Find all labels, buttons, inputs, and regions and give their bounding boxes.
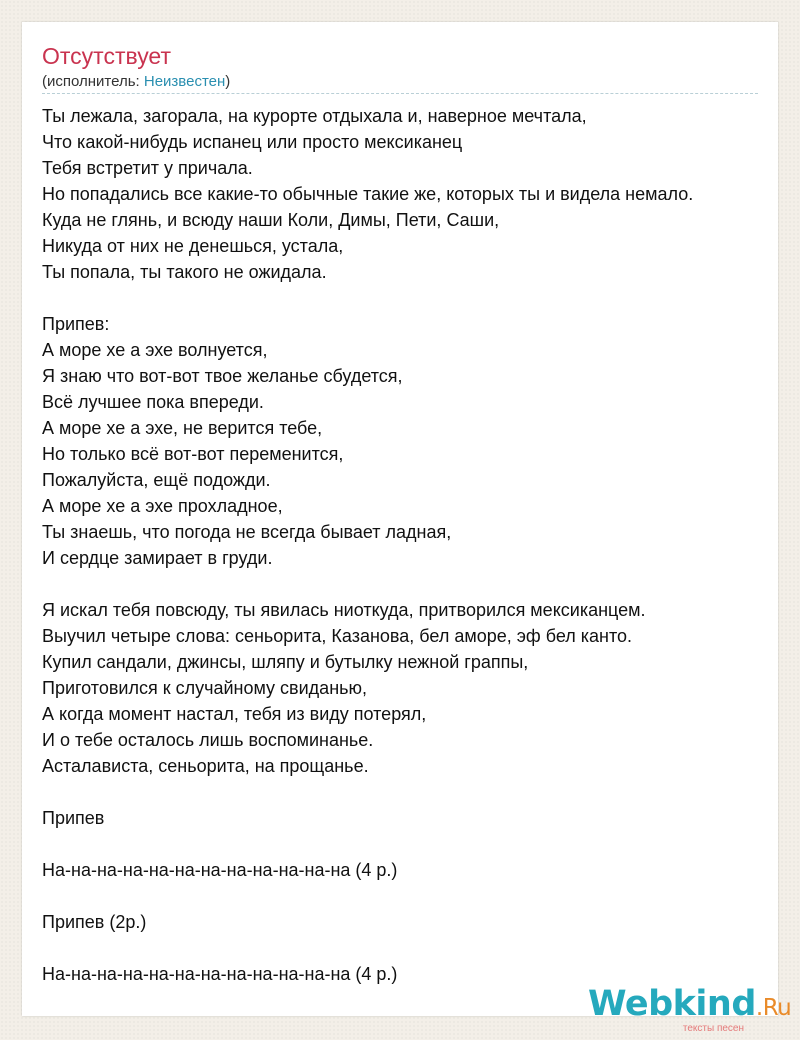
lyric-line: Купил сандали, джинсы, шляпу и бутылку нежной граппы,: [42, 652, 529, 672]
artist-prefix: (исполнитель:: [42, 73, 144, 90]
lyric-line: Припев:: [42, 314, 110, 334]
lyric-line: На-на-на-на-на-на-на-на-на-на-на-на (4 р.): [42, 964, 398, 984]
lyric-line: Ты попала, ты такого не ожидала.: [42, 262, 327, 282]
lyric-line: Я знаю что вот-вот твое желанье сбудется,: [42, 366, 403, 386]
lyric-line: Никуда от них не денешься, устала,: [42, 236, 344, 256]
lyric-line: А море хе а эхе, не верится тебе,: [42, 418, 323, 438]
lyric-line: Приготовился к случайному свиданью,: [42, 678, 368, 698]
artist-suffix: ): [225, 73, 231, 90]
stanza-gap: [42, 285, 772, 311]
lyric-line: Асталависта, сеньорита, на прощанье.: [42, 756, 369, 776]
logo-domain-suffix: .Ru: [755, 995, 792, 1021]
stanza-gap: [42, 571, 772, 597]
lyric-line: На-на-на-на-на-на-на-на-на-на-на-на (4 р.): [42, 860, 398, 880]
stanza-gap: [42, 831, 772, 857]
lyric-line: И о тебе осталось лишь воспоминанье.: [42, 730, 374, 750]
lyric-line: И сердце замирает в груди.: [42, 548, 273, 568]
lyrics-page: [22, 22, 778, 1016]
artist-link[interactable]: Неизвестен: [143, 73, 226, 90]
logo-main-text: Webkind: [588, 984, 756, 1024]
logo-wordmark: [588, 984, 792, 1027]
title-separator: [42, 93, 758, 94]
lyric-line: Всё лучшее пока впереди.: [42, 392, 264, 412]
lyric-line: Я искал тебя повсюду, ты явилась ниоткуда, притворился мексиканцем.: [42, 600, 646, 620]
lyric-line: Куда не глянь, и всюду наши Коли, Димы, Пети, Саши,: [42, 210, 500, 230]
song-title: Отсутствует: [42, 43, 171, 69]
stanza-gap: [42, 779, 772, 805]
lyric-line: Ты лежала, загорала, на курорте отдыхала и, наверное мечтала,: [42, 106, 587, 126]
stanza-gap: [42, 883, 772, 909]
lyric-line: Что какой-нибудь испанец или просто мексиканец: [42, 132, 463, 152]
lyrics-body: [42, 103, 772, 987]
lyric-line: Припев: [42, 808, 105, 828]
lyric-line: А когда момент настал, тебя из виду потерял,: [42, 704, 427, 724]
lyric-line: Пожалуйста, ещё подожди.: [42, 470, 271, 490]
logo-tagline: тексты песен: [682, 1023, 744, 1034]
site-logo[interactable]: [588, 984, 792, 1034]
lyric-line: А море хе а эхе прохладное,: [42, 496, 283, 516]
lyric-line: Выучил четыре слова: сеньорита, Казанова, бел аморе, эф бел канто.: [42, 626, 633, 646]
lyric-line: Ты знаешь, что погода не всегда бывает ладная,: [42, 522, 452, 542]
lyric-line: А море хе а эхе волнуется,: [42, 340, 268, 360]
artist-line: [42, 73, 230, 91]
lyric-line: Тебя встретит у причала.: [42, 158, 253, 178]
lyric-line: Но попадались все какие-то обычные такие же, которых ты и видела немало.: [42, 184, 694, 204]
stanza-gap: [42, 935, 772, 961]
lyric-line: Но только всё вот-вот переменится,: [42, 444, 344, 464]
lyric-line: Припев (2р.): [42, 912, 147, 932]
